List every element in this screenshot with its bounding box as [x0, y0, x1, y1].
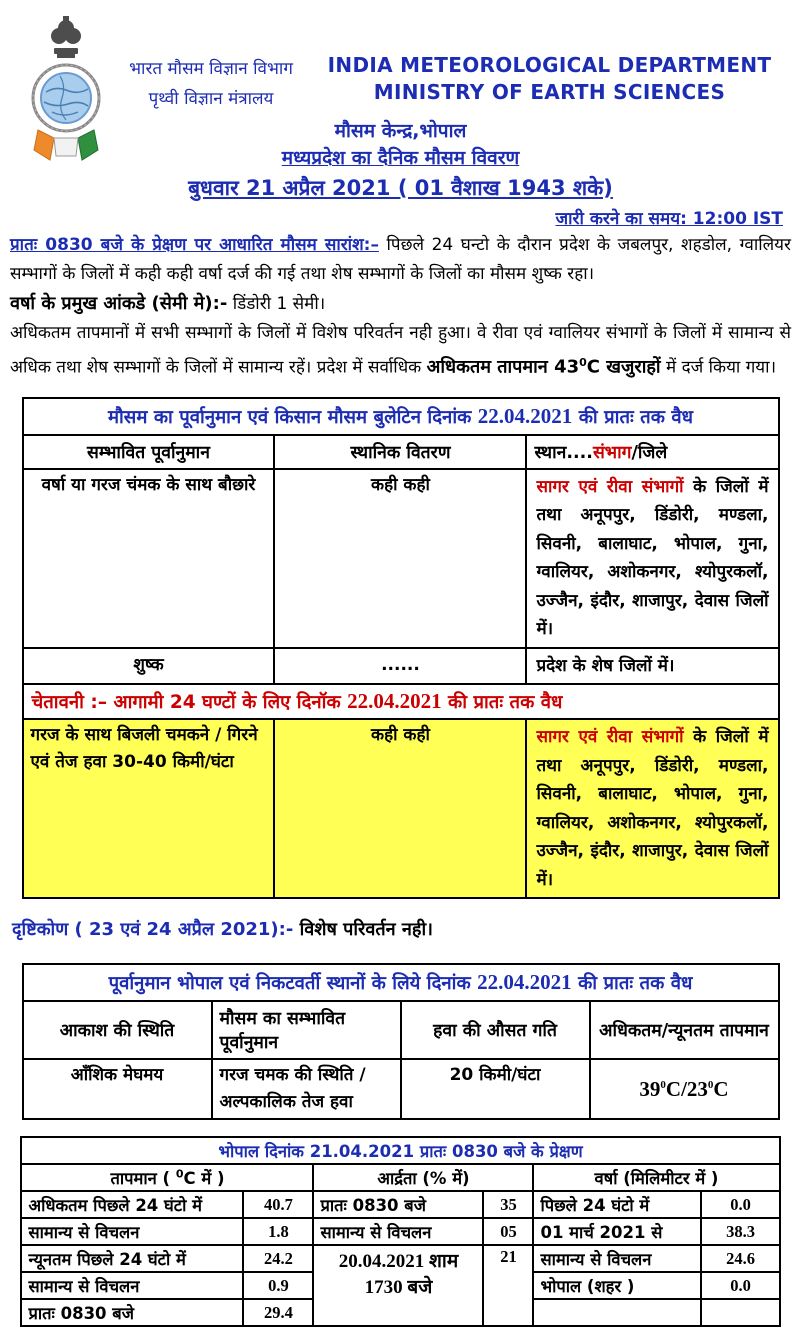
temp-value: 29.4	[243, 1299, 313, 1326]
temp-min: 23	[686, 1076, 708, 1101]
document-date: बुधवार 21 अप्रैल 2021 ( 01 वैशाख 1943 शके)	[188, 176, 613, 200]
distribution-cell: कही कही	[274, 469, 526, 648]
affected-area-cell: प्रदेश के शेष जिलों में।	[526, 648, 778, 685]
humidity-value: 21	[483, 1245, 533, 1326]
bhopal-title-pre: पूर्वानुमान भोपाल एवं निकटवर्ती स्थानों के लिये दिनांक	[108, 973, 478, 995]
forecast-table	[22, 397, 780, 900]
rain-value	[701, 1299, 779, 1326]
temp-unit: C	[665, 1076, 682, 1101]
temp-value: 1.8	[243, 1218, 313, 1245]
rain-label: सामान्य से विचलन	[533, 1245, 701, 1272]
forecast-title-post: की प्रातः तक वैध	[572, 406, 694, 428]
summary-paragraph	[10, 231, 791, 289]
warning-title-row	[23, 684, 779, 719]
area-red-part: सागर एवं रीवा संभागों	[536, 476, 684, 497]
summary-text: पिछले 24 घन्टो के दौरान प्रदेश के जबलपुर, शहडोल, ग्वालियर सम्भागों के जिलों में कही कही वर्षा दर्ज की गई तथा शेष सम्भागों के जिलों का मौसम शुष्क रहा।	[10, 235, 791, 284]
rain-value: 0.0	[701, 1272, 779, 1299]
org-name-hindi-block	[116, 54, 306, 114]
rainfall-figures-text: डिंडोरी 1 सेमी।	[227, 294, 326, 314]
rain-label: पिछले 24 घंटो में	[533, 1191, 701, 1218]
header-max-min-temp: अधिकतम/न्यूनतम तापमान	[590, 1001, 779, 1059]
observations-section-header-row	[21, 1164, 779, 1191]
header-spatial-distribution: स्थानिक वितरण	[274, 435, 526, 469]
distribution-cell: ......	[274, 648, 526, 685]
header-possible-forecast: सम्भावित पूर्वानुमान	[23, 435, 275, 469]
place-pre: स्थान....	[534, 442, 593, 463]
warning-post: की प्रातः तक वैध	[441, 692, 563, 714]
area-rest-part: के जिलों में तथा अनूपपुर, डिंडोरी, मण्डला, सिवनी, बालाघाट, भोपाल, गुना, ग्वालियर, अशोकनगर, श्योपुरकलॉ, उज्जैन, इंदौर, शाजापुर, देवास जिलों में।	[536, 476, 769, 640]
weather-forecast-value: गरज चमक की स्थिति /अल्पकालिक तेज हवा	[212, 1059, 401, 1119]
temp-value: 24.2	[243, 1245, 313, 1272]
warning-pre: चेतावनी :– आगामी 24 घण्टों के लिए दिनॉक	[31, 692, 348, 714]
rain-value: 0.0	[701, 1191, 779, 1218]
temp-header-pre: तापमान (	[110, 1169, 176, 1189]
wind-speed-value: 20 किमी/घंटा	[401, 1059, 590, 1119]
outlook-text: विशेष परिवर्तन नही।	[293, 919, 433, 941]
rain-label	[533, 1299, 701, 1326]
temp-unit: C	[713, 1076, 729, 1101]
temp-header-post: C में )	[183, 1169, 225, 1189]
degree-sup: 0	[707, 1078, 714, 1091]
temperature-summary-text-a: अधिकतम तापमानों में सभी सम्भागों के जिलों में विशेष परिवर्तन नही हुआ। वे रीवा एवं ग्वालियर संभागों के जिलों में सामान्य से अधिक तथा शेष सम्भागों के जिलों में सामान्य रहें। प्रदेश में सर्वाधिक	[10, 323, 791, 378]
observations-title: भोपाल दिनांक 21.04.2021 प्रातः 0830 बजे के प्रेक्षण	[21, 1137, 779, 1164]
observations-table	[20, 1136, 780, 1327]
observations-row	[21, 1191, 779, 1218]
imd-emblem-icon	[30, 14, 102, 166]
max-temp-bold-b: C खजुराहों	[586, 356, 661, 378]
temp-value: 0.9	[243, 1272, 313, 1299]
place-division-red: संभाग	[592, 442, 632, 463]
weather-summary	[10, 231, 791, 383]
bhopal-forecast-data-row	[23, 1059, 779, 1119]
temp-value: 40.7	[243, 1191, 313, 1218]
observations-row	[21, 1218, 779, 1245]
warning-distribution-cell: कही कही	[274, 719, 526, 898]
humidity-label: सामान्य से विचलन	[313, 1218, 483, 1245]
org-name-english: INDIA METEOROLOGICAL DEPARTMENT	[327, 53, 772, 77]
temperature-summary-paragraph	[10, 319, 791, 383]
warning-area-rest-part: के जिलों में तथा अनूपपुर, डिंडोरी, मण्डला, सिवनी, बालाघाट, भोपाल, गुना, ग्वालियर, अशोकनगर, श्योपुरकलॉ, उज्जैन, इंदौर, शाजापुर, देवास जिलों में।	[536, 727, 769, 890]
bhopal-title-post: की प्रातः तक वैध	[571, 973, 693, 995]
rain-label: भोपाल (शहर )	[533, 1272, 701, 1299]
temp-label: सामान्य से विचलन	[21, 1218, 243, 1245]
org-name-english-block	[306, 52, 793, 106]
header-place-divisions	[526, 435, 778, 469]
humidity-value: 05	[483, 1218, 533, 1245]
temp-label: न्यूनतम पिछले 24 घंटो में	[21, 1245, 243, 1272]
forecast-row-dry	[23, 648, 779, 685]
forecast-type-cell: वर्षा या गरज चंमक के साथ बौछारे	[23, 469, 275, 648]
rainfall-figures-lead: वर्षा के प्रमुख आंकडे (सेमी मे):-	[10, 293, 228, 314]
header-wind-speed: हवा की औसत गति	[401, 1001, 590, 1059]
summary-lead: प्रातः 0830 बजे के प्रेक्षण पर आधारित मौसम सारांश:–	[10, 235, 379, 255]
humidity-value: 35	[483, 1191, 533, 1218]
temp-label: सामान्य से विचलन	[21, 1272, 243, 1299]
forecast-table-title	[23, 398, 779, 435]
temp-label: अधिकतम पिछले 24 घंटो में	[21, 1191, 243, 1218]
issue-time: जारी करने का समय: 12:00 IST	[555, 209, 783, 229]
warning-row	[23, 719, 779, 898]
rain-label: 01 मार्च 2021 से	[533, 1218, 701, 1245]
bhopal-forecast-title-row	[23, 964, 779, 1001]
bhopal-forecast-header-row	[23, 1001, 779, 1059]
temp-separator: /	[681, 1076, 687, 1101]
warning-area-cell	[526, 719, 778, 898]
humidity-section-header: आर्द्रता (% में)	[313, 1164, 533, 1191]
rain-value: 38.3	[701, 1218, 779, 1245]
header-weather-forecast: मौसम का सम्भावित पूर्वानुमान	[212, 1001, 401, 1059]
sky-condition-value: ऑंशिक मेघमय	[23, 1059, 212, 1119]
warning-date: 22.04.2021	[347, 689, 442, 714]
imd-logo-icon	[30, 14, 102, 166]
bhopal-forecast-table	[22, 963, 780, 1120]
bhopal-forecast-title	[23, 964, 779, 1001]
forecast-title-date: 22.04.2021	[477, 403, 573, 428]
degree-sup: 0	[175, 1167, 184, 1181]
rainfall-section-header: वर्षा (मिलिमीटर में )	[533, 1164, 779, 1191]
humidity-label: 20.04.2021 शाम 1730 बजे	[313, 1245, 483, 1326]
humidity-label: प्रातः 0830 बजे	[313, 1191, 483, 1218]
max-temp-bold-a: अधिकतम तापमान 43	[426, 356, 580, 378]
ministry-name-english: MINISTRY OF EARTH SCIENCES	[373, 80, 726, 104]
outlook-line	[12, 915, 789, 945]
forecast-table-title-row	[23, 398, 779, 435]
degree-sup: 0	[579, 356, 587, 369]
temp-max: 39	[639, 1076, 661, 1101]
org-name-hindi: भारत मौसम विज्ञान विभाग	[129, 59, 293, 79]
forecast-type-cell: शुष्क	[23, 648, 275, 685]
office-name: मौसम केन्द्र,भोपाल	[334, 120, 467, 142]
forecast-row-rain	[23, 469, 779, 648]
temp-label: प्रातः 0830 बजे	[21, 1299, 243, 1326]
forecast-header-row	[23, 435, 779, 469]
place-post: /जिले	[631, 442, 668, 463]
affected-area-cell	[526, 469, 778, 648]
header-center-lines	[8, 118, 793, 204]
degree-sup: 0	[660, 1078, 666, 1091]
warning-forecast-cell: गरज के साथ बिजली चमकने / गिरने एवं तेज हवा 30-40 किमी/घंटा	[23, 719, 275, 898]
rainfall-figures-paragraph	[10, 289, 791, 319]
observations-title-row	[21, 1137, 779, 1164]
max-min-temp-value	[590, 1059, 779, 1119]
observations-row	[21, 1245, 779, 1272]
warning-title	[23, 684, 779, 719]
forecast-title-pre: मौसम का पूर्वानुमान एवं किसान मौसम बुलेटिन दिनांक	[107, 406, 478, 428]
warning-area-red-part: सागर एवं रीवा संभागों	[536, 727, 684, 748]
outlook-lead: दृष्टिकोण ( 23 एवं 24 अप्रैल 2021):-	[12, 919, 294, 941]
temperature-summary-text-b: में दर्ज किया गया।	[660, 357, 777, 378]
temperature-section-header	[21, 1164, 313, 1191]
ministry-name-hindi: पृथ्वी विज्ञान मंत्रालय	[148, 89, 274, 109]
rain-value: 24.6	[701, 1245, 779, 1272]
header-sky-condition: आकाश की स्थिति	[23, 1001, 212, 1059]
document-title: मध्यप्रदेश का दैनिक मौसम विवरण	[281, 147, 520, 169]
bhopal-title-date: 22.04.2021	[477, 970, 572, 995]
